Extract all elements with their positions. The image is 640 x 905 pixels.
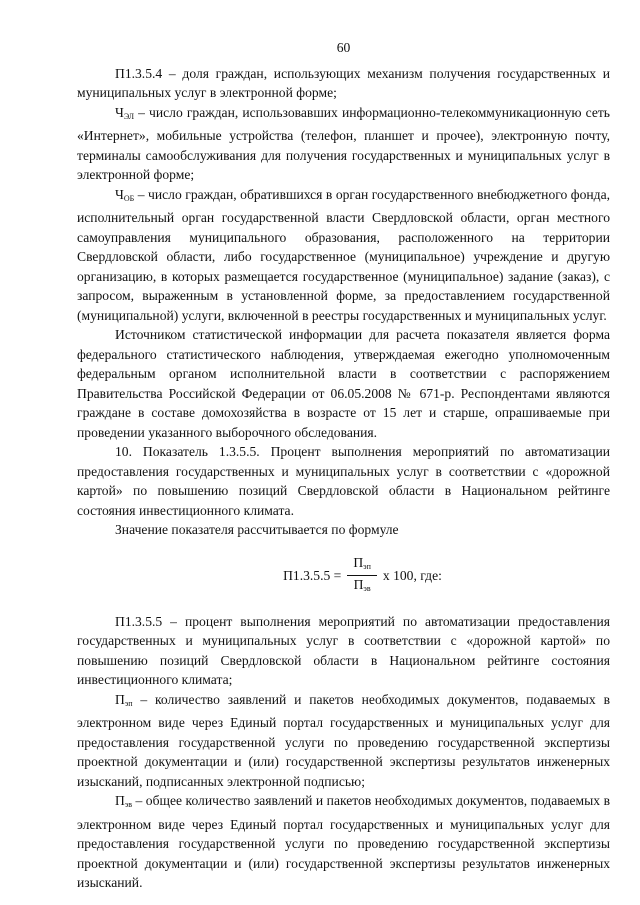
formula-lhs: П1.3.5.5 = <box>283 567 342 583</box>
symbol: Ч <box>115 104 124 120</box>
formula-denominator <box>348 576 377 596</box>
page-number: 60 <box>336 40 351 55</box>
paragraph-indicator-10: 10. Показатель 1.3.5.5. Процент выполнения мероприятий по автоматизации предоставления государственных и муниципальных услуг в соответствии с «дорожной картой» по повышению позиций Свердловской области в Национальном рейтинге состояния инвестиционного климата. <box>77 444 610 518</box>
document-page <box>77 38 610 893</box>
formula-rhs: х 100, где: <box>382 567 442 583</box>
subscript: ОБ <box>123 193 135 203</box>
formula-fraction <box>347 555 377 596</box>
symbol: Ч <box>115 186 124 202</box>
definition-text: – число граждан, обратившихся в орган государственного внебюджетного фонда, исполнительный орган государственной власти Свердловской области, орган местного самоуправления муниципального образования, расположенного на территории Свердловской области, либо государственное (муниципальное) учреждение и другую организацию, в которых размещается государственное (муниципальное) задание (заказ), с запросом, выраженным в установленной форме, за предоставлением государственной (муниципальной) услуги, включенной в реестры государственных и муниципальных услуг. <box>77 186 610 323</box>
formula <box>115 554 610 598</box>
definition-ch-el <box>77 103 610 185</box>
symbol: П <box>115 793 125 808</box>
numerator-symbol: П <box>353 555 364 570</box>
definition-text: – количество заявлений и пакетов необходимых документов, подаваемых в электронном виде через Единый портал государственных и муниципальных услуг для предоставления государственной услуги по проведению государственной экспертизы проектной документации и (или) государственной экспертизы результатов инженерных изысканий, подписанных электронной подписью; <box>77 691 610 789</box>
denominator-sub: эв <box>363 584 371 593</box>
definition-ch-ob <box>77 185 610 326</box>
subscript: эп <box>124 698 133 708</box>
formula-numerator <box>347 555 377 576</box>
subscript: ЭЛ <box>123 111 135 121</box>
symbol: П <box>115 691 125 707</box>
paragraph-source: Источником статистической информации для расчета показателя является форма федерального статистического наблюдения, утверждаемая ежегодно уполномоченным федеральным органом исполнительной власти в соответствии с распоряжением Правительства Российской Федерации от 06.05.2008 № 671-р. Респондентами являются граждане в составе домохозяйства в возрасте от 15 лет и старше, опрашиваемые при проведении указанного выборочного обследования. <box>77 327 610 440</box>
paragraph-p13555: П1.3.5.5 – процент выполнения мероприятий по автоматизации предоставления государственных и муниципальных услуг в соответствии с «дорожной картой» по повышению позиций Свердловской области в Национальном рейтинге состояния инвестиционного климата; <box>77 613 610 687</box>
definition-text: – общее количество заявлений и пакетов необходимых документов, подаваемых в электронном виде через Единый портал государственных и муниципальных услуг для предоставления государственной услуги по проведению государственной экспертизы проектной документации и (или) государственной экспертизы результатов инженерных изысканий. <box>77 793 610 890</box>
definition-text: – число граждан, использовавших информационно-телекоммуникационную сеть «Интернет», мобильные устройства (телефон, планшет и прочее), электронную почту, терминалы самообслуживания для получения государственных и муниципальных услуг в электронной форме; <box>77 104 610 182</box>
paragraph-p13554: П1.3.5.4 – доля граждан, использующих механизм получения государственных и муниципальных услуг в электронной форме; <box>77 65 610 100</box>
subscript: эв <box>124 800 133 809</box>
denominator-symbol: П <box>353 577 364 592</box>
paragraph-formula-intro: Значение показателя рассчитывается по формуле <box>115 522 399 537</box>
definition-p-ep <box>77 690 610 792</box>
definition-p-ev <box>77 791 610 893</box>
numerator-sub: эп <box>363 562 371 571</box>
